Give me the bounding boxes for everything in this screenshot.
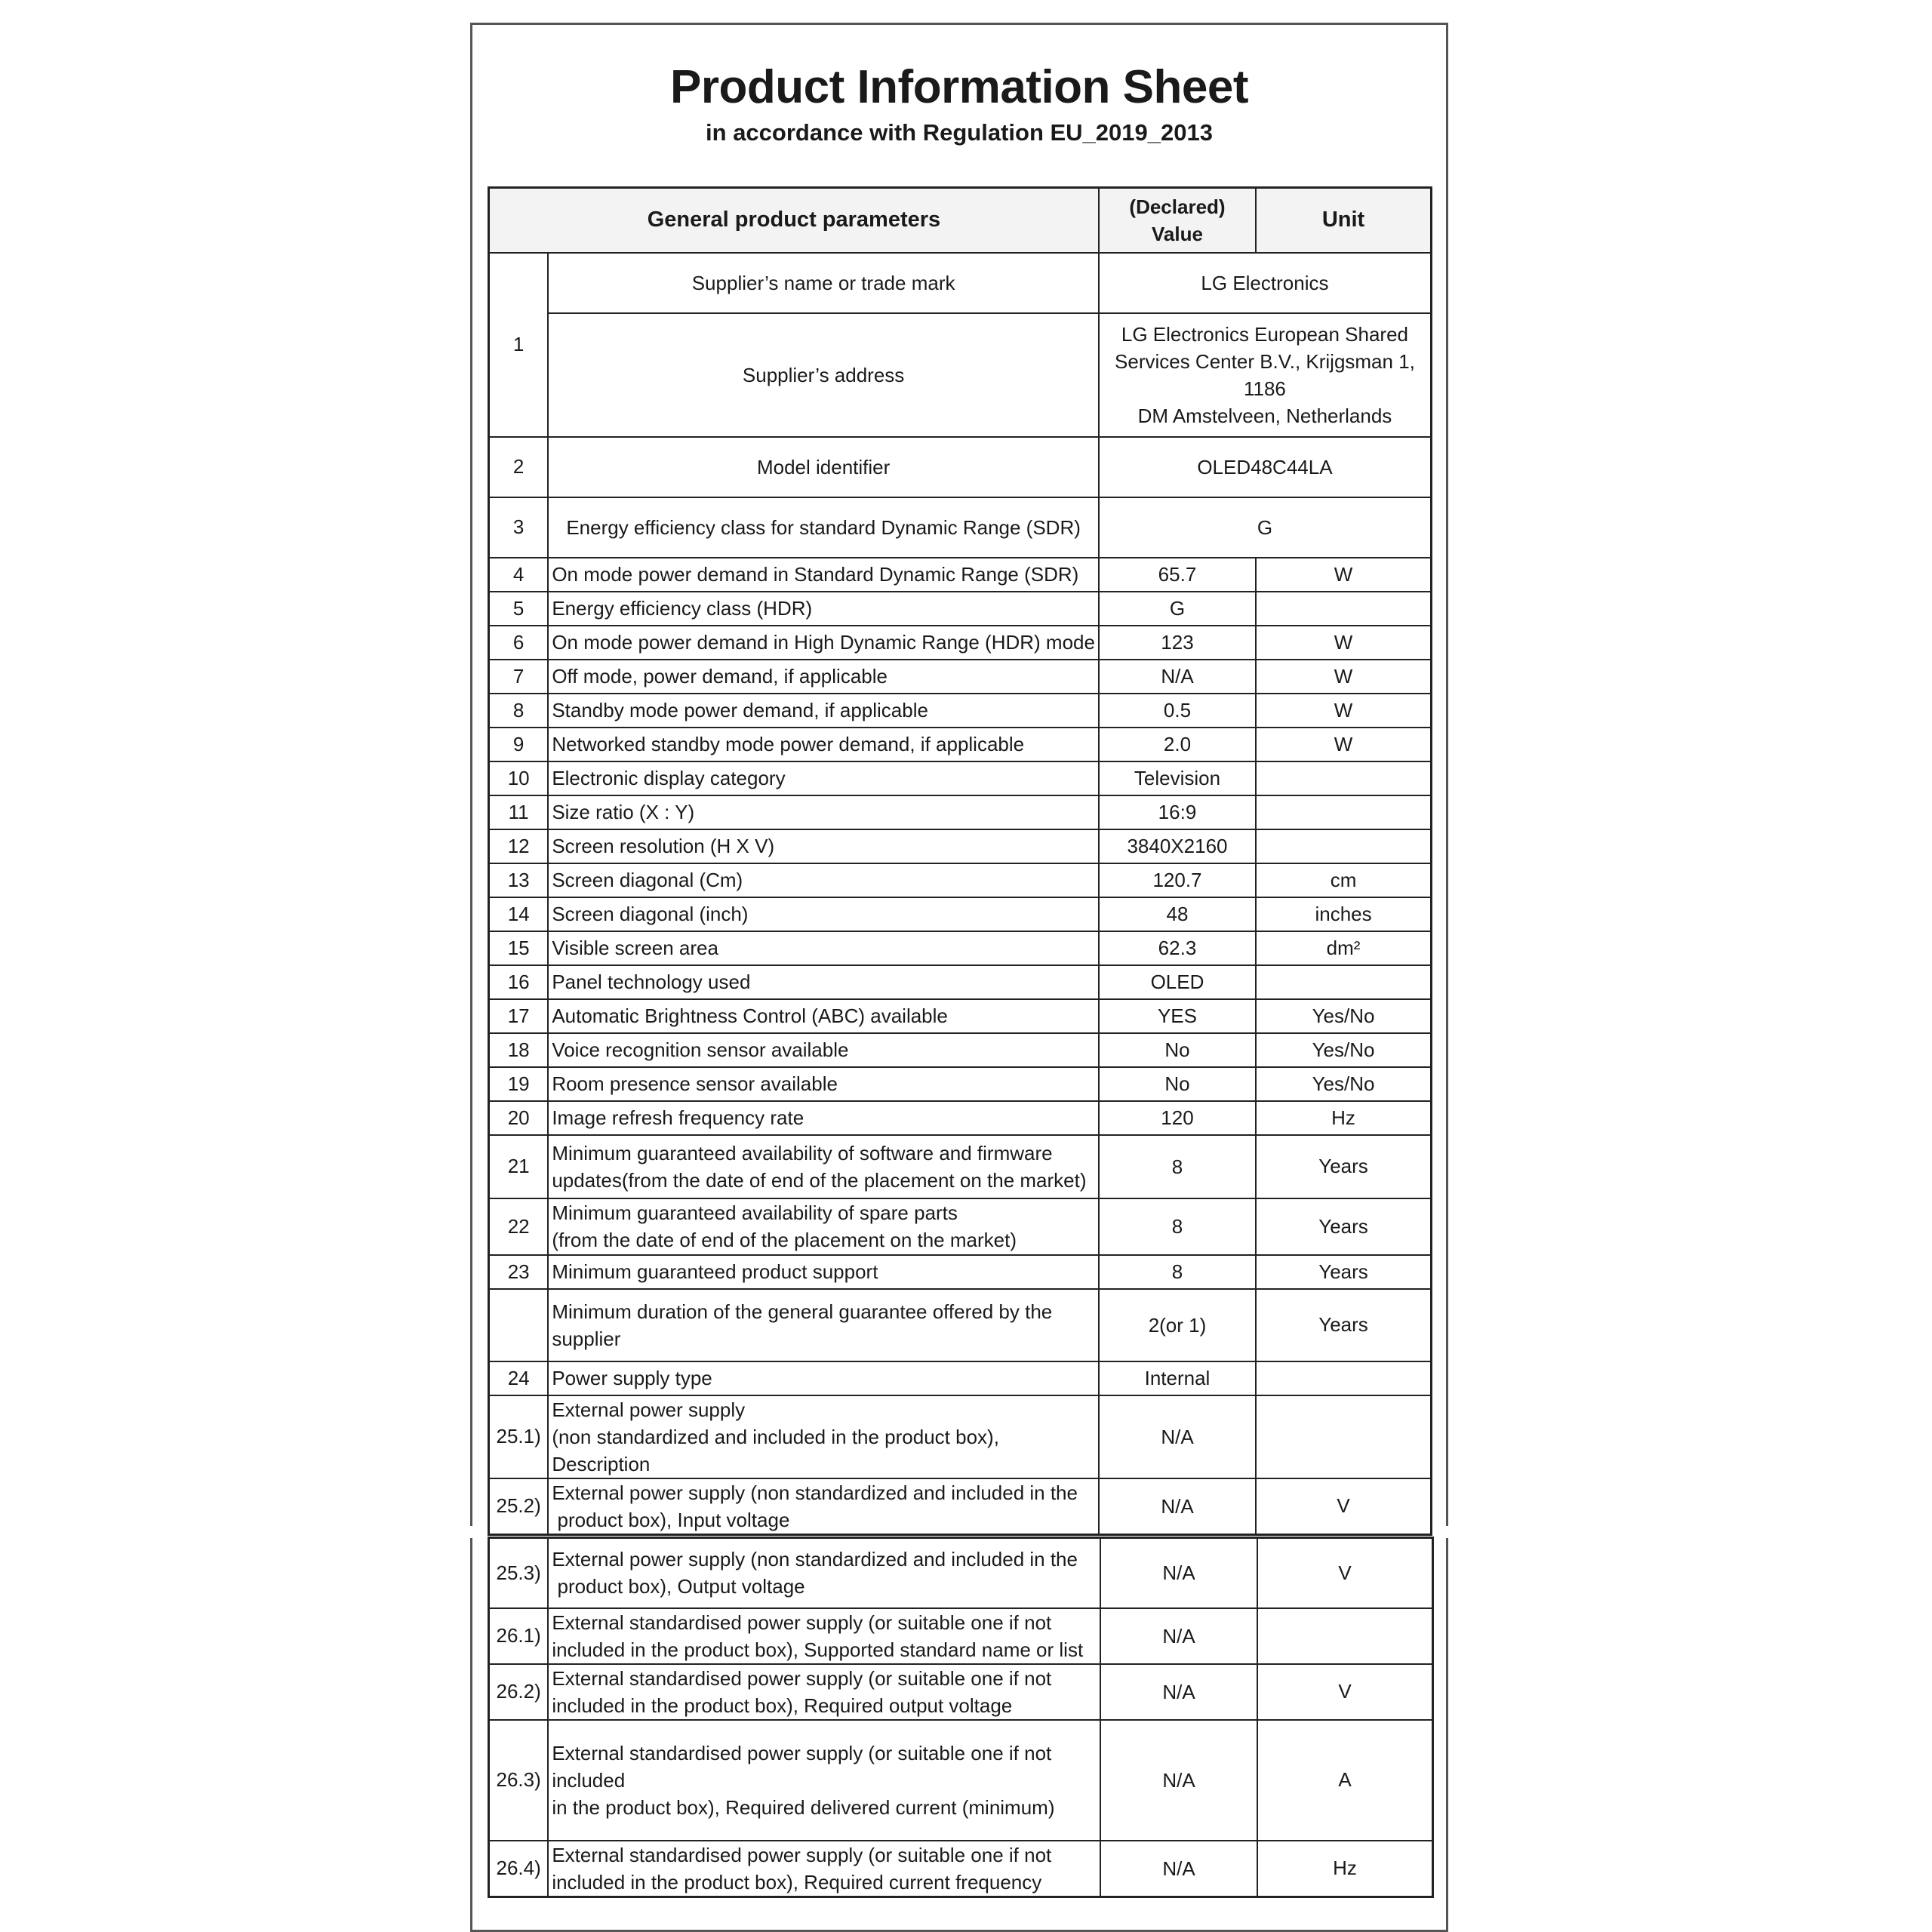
table-row bbox=[489, 1101, 1432, 1135]
table-row bbox=[489, 761, 1432, 795]
param-line: product box), Output voltage bbox=[552, 1575, 805, 1598]
row-number: 12 bbox=[489, 829, 549, 863]
row-value: N/A bbox=[1100, 1720, 1257, 1841]
row-value: 8 bbox=[1099, 1255, 1256, 1289]
param-line: External standardised power supply (or suitable one if not bbox=[552, 1843, 1052, 1866]
table-row bbox=[489, 626, 1432, 660]
param-line: External power supply (non standardized and included in the bbox=[552, 1481, 1078, 1504]
row-number: 16 bbox=[489, 965, 549, 999]
row-unit bbox=[1257, 1608, 1432, 1664]
row-parameter: Energy efficiency class (HDR) bbox=[548, 592, 1099, 626]
row-unit: V bbox=[1257, 1538, 1432, 1608]
header-unit: Unit bbox=[1256, 188, 1431, 253]
row-parameter: Off mode, power demand, if applicable bbox=[548, 660, 1099, 694]
table-row bbox=[489, 1720, 1433, 1841]
table-row bbox=[489, 1067, 1432, 1101]
table-row bbox=[489, 1289, 1432, 1361]
row-value: N/A bbox=[1100, 1538, 1257, 1608]
row-value: 120.7 bbox=[1099, 863, 1256, 897]
row-unit: inches bbox=[1256, 897, 1431, 931]
row-unit: Hz bbox=[1257, 1841, 1432, 1897]
row-number: 24 bbox=[489, 1361, 549, 1395]
row-number: 7 bbox=[489, 660, 549, 694]
row-number: 10 bbox=[489, 761, 549, 795]
row-parameter bbox=[548, 1135, 1099, 1198]
row-number: 3 bbox=[489, 497, 549, 558]
row-number: 25.1) bbox=[489, 1395, 549, 1478]
row-parameter bbox=[548, 1608, 1100, 1664]
row-number bbox=[489, 1289, 549, 1361]
row-number: 19 bbox=[489, 1067, 549, 1101]
row-number: 11 bbox=[489, 795, 549, 829]
row-value: 8 bbox=[1099, 1135, 1256, 1198]
address-line: LG Electronics European Shared bbox=[1121, 322, 1409, 346]
header-declared-value bbox=[1099, 188, 1256, 253]
row-parameter bbox=[548, 1841, 1100, 1897]
row-number: 1 bbox=[489, 253, 549, 437]
row-number: 9 bbox=[489, 728, 549, 761]
row-parameter: Screen diagonal (inch) bbox=[548, 897, 1099, 931]
table-row bbox=[489, 1033, 1432, 1067]
row-number: 15 bbox=[489, 931, 549, 965]
row-unit: cm bbox=[1256, 863, 1431, 897]
row-value: N/A bbox=[1099, 1395, 1256, 1478]
row-parameter bbox=[548, 1538, 1100, 1608]
header-row bbox=[489, 188, 1432, 253]
row-number: 25.2) bbox=[489, 1478, 549, 1535]
row-number: 26.1) bbox=[489, 1608, 549, 1664]
table-row bbox=[489, 497, 1432, 558]
row-value: 2(or 1) bbox=[1099, 1289, 1256, 1361]
table-row bbox=[489, 1664, 1433, 1720]
row-number: 6 bbox=[489, 626, 549, 660]
row-unit bbox=[1256, 795, 1431, 829]
row-value: 2.0 bbox=[1099, 728, 1256, 761]
address-line: DM Amstelveen, Netherlands bbox=[1137, 404, 1392, 427]
row-number: 8 bbox=[489, 694, 549, 728]
row-unit: W bbox=[1256, 558, 1431, 592]
param-line: included in the product box), Required current frequency bbox=[552, 1870, 1042, 1894]
row-number: 5 bbox=[489, 592, 549, 626]
param-line: product box), Input voltage bbox=[552, 1508, 790, 1531]
sheet-subtitle: in accordance with Regulation EU_2019_2013 bbox=[706, 119, 1213, 146]
row-value: G bbox=[1099, 592, 1256, 626]
table-row bbox=[489, 558, 1432, 592]
row-unit bbox=[1256, 1361, 1431, 1395]
param-line: included in the product box), Supported standard name or list bbox=[552, 1638, 1084, 1661]
row-number: 22 bbox=[489, 1198, 549, 1255]
row-parameter bbox=[548, 1664, 1100, 1720]
row-unit: A bbox=[1257, 1720, 1432, 1841]
row-number: 21 bbox=[489, 1135, 549, 1198]
table-row bbox=[489, 313, 1432, 437]
row-unit: Years bbox=[1256, 1198, 1431, 1255]
table-row bbox=[489, 253, 1432, 313]
param-line: External standardised power supply (or suitable one if not bbox=[552, 1666, 1052, 1690]
table-row bbox=[489, 999, 1432, 1033]
row-number: 14 bbox=[489, 897, 549, 931]
table-row bbox=[489, 1608, 1433, 1664]
row-unit: V bbox=[1256, 1478, 1431, 1535]
row-unit: Yes/No bbox=[1256, 999, 1431, 1033]
row-number: 4 bbox=[489, 558, 549, 592]
row-unit: Hz bbox=[1256, 1101, 1431, 1135]
row-parameter: Screen diagonal (Cm) bbox=[548, 863, 1099, 897]
table-row bbox=[489, 1361, 1432, 1395]
supplier-address-value bbox=[1099, 313, 1432, 437]
param-line: External power supply (non standardized and included in the bbox=[552, 1548, 1078, 1571]
header-value-line2: Value bbox=[1152, 222, 1203, 245]
table-row bbox=[489, 965, 1432, 999]
table-row bbox=[489, 1478, 1432, 1535]
param-line: Minimum guaranteed availability of spare parts bbox=[552, 1201, 958, 1224]
param-line: External power supply bbox=[552, 1398, 746, 1421]
table-row bbox=[489, 1198, 1432, 1255]
row-unit: V bbox=[1257, 1664, 1432, 1720]
row-unit: W bbox=[1256, 694, 1431, 728]
row-parameter: Panel technology used bbox=[548, 965, 1099, 999]
table-row bbox=[489, 1841, 1433, 1897]
header-value-line1: (Declared) bbox=[1129, 195, 1226, 218]
address-line: Services Center B.V., Krijgsman 1, 1186 bbox=[1115, 349, 1415, 400]
row-value: 0.5 bbox=[1099, 694, 1256, 728]
sdr-class-label: Energy efficiency class for standard Dynamic Range (SDR) bbox=[548, 497, 1099, 558]
row-parameter: Voice recognition sensor available bbox=[548, 1033, 1099, 1067]
supplier-name-value: LG Electronics bbox=[1099, 253, 1432, 313]
row-number: 26.4) bbox=[489, 1841, 549, 1897]
table-row bbox=[489, 1135, 1432, 1198]
row-value: Television bbox=[1099, 761, 1256, 795]
row-parameter: Automatic Brightness Control (ABC) available bbox=[548, 999, 1099, 1033]
param-line: included in the product box), Required output voltage bbox=[552, 1694, 1013, 1717]
param-line: External standardised power supply (or suitable one if not included bbox=[552, 1741, 1052, 1792]
table-row bbox=[489, 931, 1432, 965]
table-row bbox=[489, 728, 1432, 761]
row-parameter: Size ratio (X : Y) bbox=[548, 795, 1099, 829]
row-value: 8 bbox=[1099, 1198, 1256, 1255]
table-row bbox=[489, 795, 1432, 829]
table-row bbox=[489, 592, 1432, 626]
row-value: OLED bbox=[1099, 965, 1256, 999]
row-parameter: Power supply type bbox=[548, 1361, 1099, 1395]
row-unit: Years bbox=[1256, 1289, 1431, 1361]
param-line: External standardised power supply (or suitable one if not bbox=[552, 1611, 1052, 1634]
table-row bbox=[489, 1255, 1432, 1289]
row-number: 25.3) bbox=[489, 1538, 549, 1608]
sdr-class-value: G bbox=[1099, 497, 1432, 558]
sheet-title: Product Information Sheet bbox=[670, 61, 1248, 113]
row-unit: dm² bbox=[1256, 931, 1431, 965]
model-value: OLED48C44LA bbox=[1099, 437, 1432, 497]
param-line: in the product box), Required delivered current (minimum) bbox=[552, 1795, 1055, 1819]
row-number: 18 bbox=[489, 1033, 549, 1067]
row-parameter bbox=[548, 1478, 1099, 1535]
supplier-name-label: Supplier’s name or trade mark bbox=[548, 253, 1099, 313]
row-number: 17 bbox=[489, 999, 549, 1033]
row-number: 20 bbox=[489, 1101, 549, 1135]
row-parameter: Standby mode power demand, if applicable bbox=[548, 694, 1099, 728]
row-unit bbox=[1256, 829, 1431, 863]
row-value: 16:9 bbox=[1099, 795, 1256, 829]
row-unit: Yes/No bbox=[1256, 1067, 1431, 1101]
row-number: 26.2) bbox=[489, 1664, 549, 1720]
row-parameter: Electronic display category bbox=[548, 761, 1099, 795]
row-parameter: Screen resolution (H X V) bbox=[548, 829, 1099, 863]
table-row bbox=[489, 694, 1432, 728]
row-parameter: On mode power demand in High Dynamic Range (HDR) mode bbox=[548, 626, 1099, 660]
row-value: 65.7 bbox=[1099, 558, 1256, 592]
table-row bbox=[489, 1395, 1432, 1478]
row-value: No bbox=[1099, 1033, 1256, 1067]
row-parameter: Visible screen area bbox=[548, 931, 1099, 965]
row-parameter: On mode power demand in Standard Dynamic Range (SDR) bbox=[548, 558, 1099, 592]
table-row bbox=[489, 437, 1432, 497]
row-number: 26.3) bbox=[489, 1720, 549, 1841]
row-parameter bbox=[548, 1198, 1099, 1255]
row-parameter: Minimum duration of the general guarantee offered by the supplier bbox=[548, 1289, 1099, 1361]
row-unit: Years bbox=[1256, 1135, 1431, 1198]
header-parameters: General product parameters bbox=[489, 188, 1099, 253]
row-value: 123 bbox=[1099, 626, 1256, 660]
table-row bbox=[489, 1538, 1433, 1608]
row-number: 2 bbox=[489, 437, 549, 497]
row-unit bbox=[1256, 761, 1431, 795]
table-row bbox=[489, 863, 1432, 897]
row-value: 62.3 bbox=[1099, 931, 1256, 965]
row-value: N/A bbox=[1100, 1664, 1257, 1720]
row-unit: Years bbox=[1256, 1255, 1431, 1289]
row-value: N/A bbox=[1099, 1478, 1256, 1535]
parameters-table-part1 bbox=[488, 186, 1432, 1536]
supplier-address-label: Supplier’s address bbox=[548, 313, 1099, 437]
row-parameter bbox=[548, 1720, 1100, 1841]
simple-rows bbox=[489, 558, 1432, 1135]
table-row bbox=[489, 829, 1432, 863]
table-row bbox=[489, 897, 1432, 931]
param-line: updates(from the date of end of the placement on the market) bbox=[552, 1168, 1087, 1192]
param-line: (from the date of end of the placement on the market) bbox=[552, 1229, 1017, 1251]
parameters-table-part2 bbox=[488, 1537, 1434, 1898]
row-unit: W bbox=[1256, 626, 1431, 660]
row-value: 48 bbox=[1099, 897, 1256, 931]
row-unit: Yes/No bbox=[1256, 1033, 1431, 1067]
row-parameter: Image refresh frequency rate bbox=[548, 1101, 1099, 1135]
row-value: N/A bbox=[1099, 660, 1256, 694]
param-line: Minimum guaranteed availability of software and firmware bbox=[552, 1141, 1053, 1164]
row-unit bbox=[1256, 592, 1431, 626]
row-parameter: Minimum guaranteed product support bbox=[548, 1255, 1099, 1289]
row-value: No bbox=[1099, 1067, 1256, 1101]
row-unit bbox=[1256, 1395, 1431, 1478]
row-value: YES bbox=[1099, 999, 1256, 1033]
row-parameter: Room presence sensor available bbox=[548, 1067, 1099, 1101]
param-line: (non standardized and included in the product box), Description bbox=[552, 1425, 999, 1475]
row-value: N/A bbox=[1100, 1608, 1257, 1664]
row-value: N/A bbox=[1100, 1841, 1257, 1897]
row-value: 120 bbox=[1099, 1101, 1256, 1135]
row-unit: W bbox=[1256, 660, 1431, 694]
row-parameter bbox=[548, 1395, 1099, 1478]
row-unit bbox=[1256, 965, 1431, 999]
row-parameter: Networked standby mode power demand, if applicable bbox=[548, 728, 1099, 761]
row-number: 23 bbox=[489, 1255, 549, 1289]
row-number: 13 bbox=[489, 863, 549, 897]
row-value: 3840X2160 bbox=[1099, 829, 1256, 863]
row-value: Internal bbox=[1099, 1361, 1256, 1395]
table-row bbox=[489, 660, 1432, 694]
row-unit: W bbox=[1256, 728, 1431, 761]
model-label: Model identifier bbox=[548, 437, 1099, 497]
